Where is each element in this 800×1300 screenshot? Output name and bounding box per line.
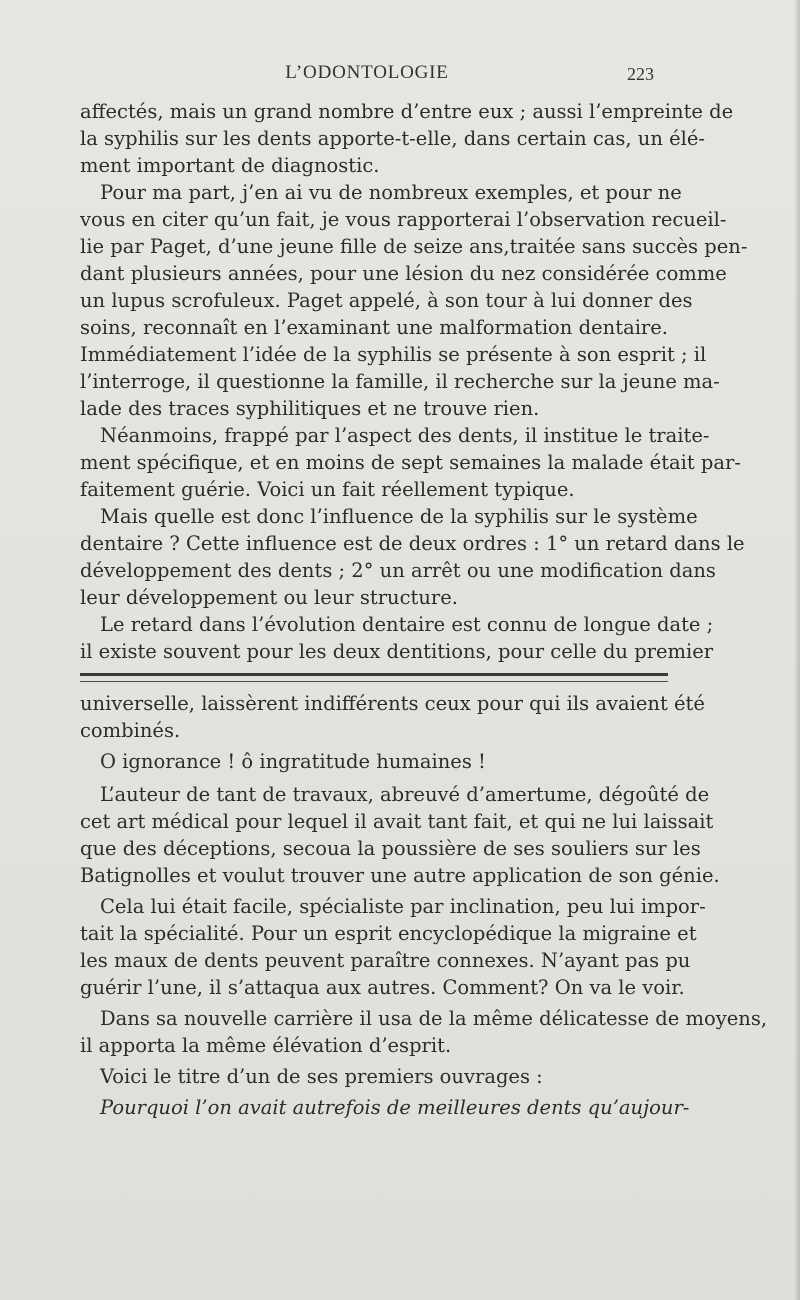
text-line: universelle, laissèrent indifférents ceux pour qui ils avaient été — [80, 692, 705, 715]
text-line: combinés. — [80, 719, 181, 742]
text-line: il existe souvent pour les deux dentitions, pour celle du premier — [80, 640, 714, 663]
text-line: cet art médical pour lequel il avait tant fait, et qui ne lui laissait — [80, 810, 714, 833]
text-line: l’interroge, il questionne la famille, il recherche sur la jeune ma- — [80, 370, 720, 393]
text-line: un lupus scrofuleux. Paget appelé, à son tour à lui donner des — [80, 289, 693, 312]
main-text-section — [80, 98, 748, 665]
text-line: soins, reconnaît en l’examinant une malformation dentaire. — [80, 316, 668, 339]
text-line: vous en citer qu’un fait, je vous rapporterai l’observation recueil- — [80, 208, 727, 231]
text-line: Immédiatement l’idée de la syphilis se présente à son esprit ; il — [80, 343, 707, 366]
text-line: que des déceptions, secoua la poussière de ses souliers sur les — [80, 837, 701, 860]
text-line: la syphilis sur les dents apporte-t-elle, dans certain cas, un élé- — [80, 127, 706, 150]
section-divider-thick — [80, 673, 668, 676]
text-line: Néanmoins, frappé par l’aspect des dents, il institue le traite- — [100, 424, 710, 447]
text-line: lade des traces syphilitiques et ne trouve rien. — [80, 397, 540, 420]
lower-text-section — [80, 690, 768, 1121]
text-line: Voici le titre d’un de ses premiers ouvrages : — [100, 1065, 543, 1088]
running-title: L’ODONTOLOGIE — [285, 62, 449, 83]
text-line: leur développement ou leur structure. — [80, 586, 458, 609]
text-line: dant plusieurs années, pour une lésion du nez considérée comme — [80, 262, 727, 285]
running-header — [80, 58, 654, 88]
text-line: Le retard dans l’évolution dentaire est connu de longue date ; — [100, 613, 714, 636]
text-line: lie par Paget, d’une jeune fille de seize ans,traitée sans succès pen- — [80, 235, 748, 258]
text-line: Batignolles et voulut trouver une autre application de son génie. — [80, 864, 720, 887]
text-line: Pour ma part, j’en ai vu de nombreux exemples, et pour ne — [100, 181, 682, 204]
text-line: guérir l’une, il s’attaqua aux autres. Comment? On va le voir. — [80, 976, 685, 999]
text-line: affectés, mais un grand nombre d’entre eux ; aussi l’empreinte de — [80, 100, 734, 123]
text-line: les maux de dents peuvent paraître connexes. N’ayant pas pu — [80, 949, 691, 972]
text-line: développement des dents ; 2° un arrêt ou une modification dans — [80, 559, 716, 582]
text-line: L’auteur de tant de travaux, abreuvé d’amertume, dégoûté de — [100, 783, 710, 806]
text-line: tait la spécialité. Pour un esprit encyclopédique la migraine et — [80, 922, 697, 945]
text-line: ment important de diagnostic. — [80, 154, 380, 177]
section-divider-thin — [80, 681, 668, 682]
text-line: faitement guérie. Voici un fait réellement typique. — [80, 478, 575, 501]
text-line: Dans sa nouvelle carrière il usa de la même délicatesse de moyens, — [100, 1007, 768, 1030]
book-title-line: Pourquoi l’on avait autrefois de meilleures dents qu’aujour- — [100, 1096, 690, 1119]
text-line: Mais quelle est donc l’influence de la syphilis sur le système — [100, 505, 698, 528]
text-line: Cela lui était facile, spécialiste par inclination, peu lui impor- — [100, 895, 706, 918]
text-line: ment spécifique, et en moins de sept semaines la malade était par- — [80, 451, 741, 474]
text-line: O ignorance ! ô ingratitude humaines ! — [100, 750, 486, 773]
page-number: 223 — [627, 64, 654, 84]
text-line: dentaire ? Cette influence est de deux ordres : 1° un retard dans le — [80, 532, 745, 555]
text-line: il apporta la même élévation d’esprit. — [80, 1034, 452, 1057]
